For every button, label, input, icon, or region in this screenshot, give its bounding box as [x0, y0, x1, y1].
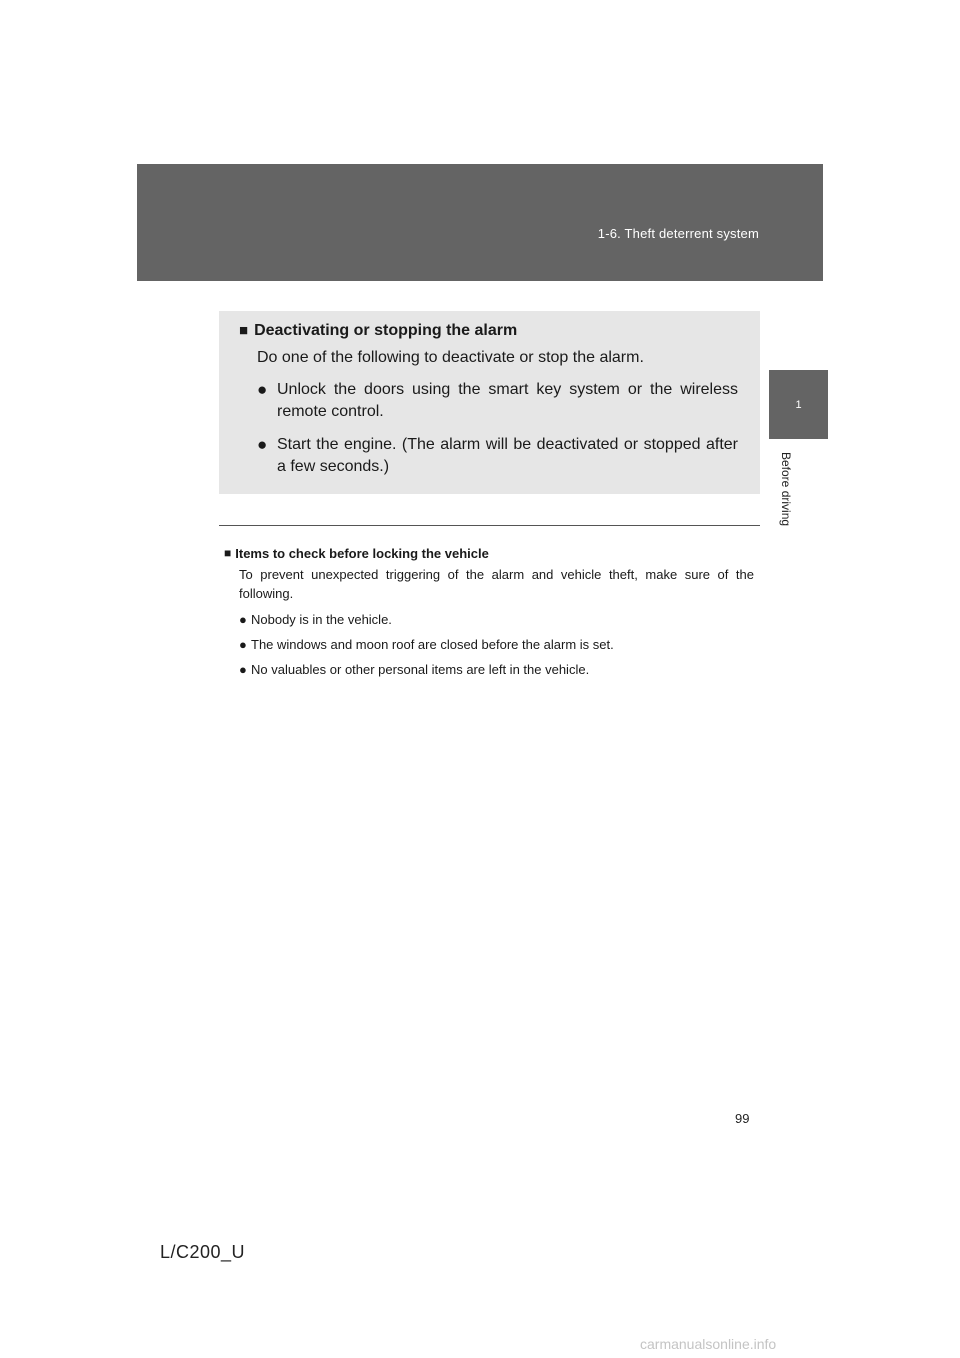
note-item: [239, 661, 754, 678]
bullet-dot-icon: ●: [257, 380, 268, 399]
header-band: [137, 164, 823, 281]
page-number: 99: [735, 1111, 750, 1126]
notes-heading-text: Items to check before locking the vehicle: [235, 546, 489, 561]
info-box-intro: Do one of the following to deactivate or stop the alarm.: [257, 349, 644, 366]
bullet-dot-icon: ●: [239, 612, 247, 627]
info-box-item-text: Start the engine. (The alarm will be deactivated or stopped after a few seconds.): [277, 436, 738, 475]
note-item: [239, 611, 754, 628]
notes-intro: To prevent unexpected triggering of the alarm and vehicle theft, make sure of the following.: [239, 567, 754, 601]
bullet-dot-icon: ●: [257, 435, 268, 454]
info-box-heading: [239, 321, 738, 341]
note-item-text: Nobody is in the vehicle.: [251, 612, 392, 627]
notes-heading: [224, 545, 754, 562]
section-divider: [219, 525, 760, 526]
document-code: L/C200_U: [160, 1242, 246, 1262]
watermark: carmanualsonline.info: [640, 1336, 777, 1352]
section-title: 1-6. Theft deterrent system: [597, 226, 759, 241]
info-box-heading-text: Deactivating or stopping the alarm: [254, 322, 518, 339]
note-item-text: The windows and moon roof are closed before the alarm is set.: [251, 637, 614, 652]
note-item-text: No valuables or other personal items are left in the vehicle.: [251, 662, 590, 677]
info-box-item: [257, 379, 738, 423]
bullet-dot-icon: ●: [239, 662, 247, 677]
info-box: [219, 311, 760, 494]
chapter-tab: [769, 370, 828, 439]
chapter-number: 1: [795, 398, 802, 411]
bullet-dot-icon: ●: [239, 637, 247, 652]
notes-section: [224, 545, 754, 678]
square-bullet-icon: ■: [239, 322, 249, 339]
square-bullet-icon: ■: [224, 546, 232, 560]
note-item: [239, 636, 754, 653]
chapter-label: Before driving: [779, 452, 793, 527]
info-box-item: [257, 434, 738, 478]
info-box-item-text: Unlock the doors using the smart key system or the wireless remote control.: [277, 381, 738, 420]
